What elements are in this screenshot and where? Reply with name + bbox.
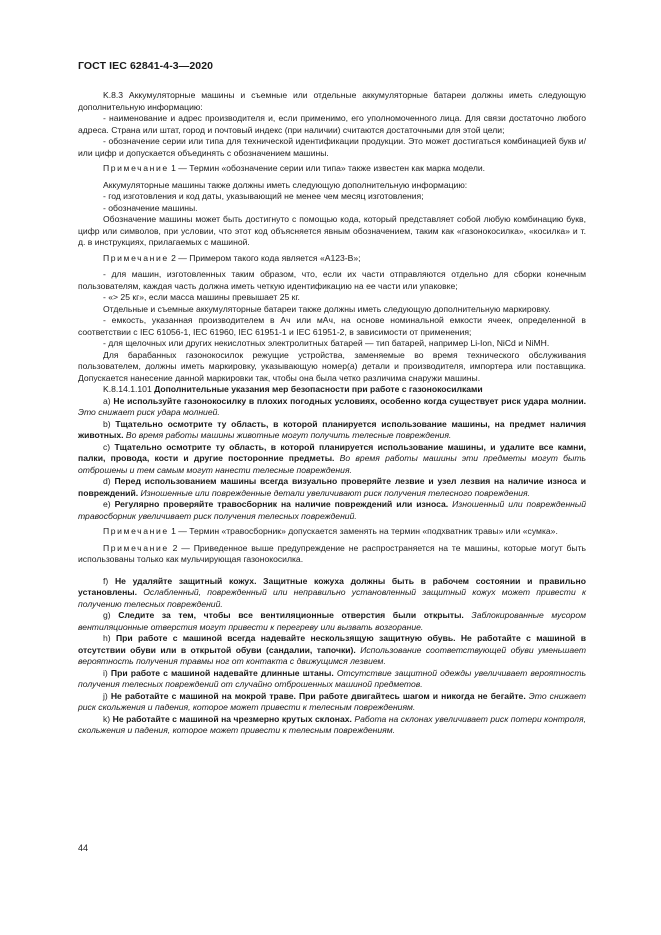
document-header: ГОСТ IEC 62841-4-3—2020 — [78, 60, 214, 72]
paragraph-drum-mowers: Для барабанных газонокосилок режущие устройства, заменяемые во время технического обслуживания пользователем, должны иметь маркировку, указывающую номер(а) детали и производителя, импортера или поставщика. Допускается нанесение данной маркировки так, чтобы она была четко различима снаружи машины. — [78, 349, 586, 383]
note-1 — [78, 163, 586, 175]
item-j: j) Не работайте с машиной на мокрой траве. При работе двигайтесь шагом и никогда не бегайте. Это снижает риск скольжения и падения, которое может привести к телесным повреждениям. — [78, 690, 587, 712]
item-d: d) Перед использованием машины всегда визуально проверяйте лезвие и узел лезвия на наличие износа и повреждений. Изношенные или поврежденные детали увеличивают риск получения телесного повреждения. — [78, 476, 586, 498]
note-text: 1 — Термин «травосборник» допускается заменять на термин «подхватник травы» или «сумка». — [171, 526, 558, 536]
note-2 — [78, 253, 586, 265]
item-i: i) При работе с машиной надевайте длинные штаны. Отсутствие защитной одежды увеличивает вероятность получения телесных повреждений от случайно отброшенных машиной предметов. — [78, 667, 587, 689]
list-item-designation: - обозначение машины. — [103, 202, 198, 213]
item-g: g) Следите за тем, чтобы все вентиляционные отверстия были открыты. Заблокированные мусором вентиляционные отверстия могут привести к перегреву или вызвать возгорание. — [78, 610, 586, 632]
list-item-capacity: - емкость, указанная производителем в Ач или мАч, на основе номинальной емкости ячеек, определенной в соответствии с IEC 61056-1, IEC 61960, IEC 61951-1 и IEC 61951-2, в зависимости от применения; — [78, 315, 586, 337]
list-item-mass: - «> 25 кг», если масса машины превышает 25 кг. — [103, 292, 300, 302]
item-e: e) Регулярно проверяйте травосборник на наличие повреждений или износа. Изношенный или поврежденный травосборник увеличивает риск получения телесных повреждений. — [78, 499, 587, 521]
note-label: Примечание — [103, 163, 169, 173]
clause-number: K.8.14.1.101 — [103, 384, 152, 394]
note-3 — [78, 526, 586, 538]
list-item-series: - обозначение серии или типа для технической идентификации продукции. Это может достигаться комбинацией букв и/или цифр и допускается объединять с обозначением машины. — [78, 136, 586, 158]
item-a: a) Не используйте газонокосилку в плохих погодных условиях, особенно когда существует риск удара молнии. Это снижает риск удара молнией. — [78, 395, 586, 417]
clause-k8141101 — [78, 384, 586, 396]
note-label: Примечание — [103, 526, 169, 536]
item-h: h) При работе с машиной всегда надевайте нескользящую защитную обувь. Не работайте с машиной в отсутствии обуви или в открытой обуви (сандалии, тапочки). Использование соответствующей обуви уменьшает вероятность получения травмы ног от контакта с движущимся лезвием. — [78, 633, 586, 666]
note-text: 2 — Приведенное выше предупреждение не распространяется на те машины, которые могут быть использованы только как мульчирующая газонокосилка. — [78, 542, 587, 564]
note-text: 1 — Термин «обозначение серии или типа» также известен как марка модели. — [171, 163, 486, 173]
item-k: k) Не работайте с машиной на чрезмерно крутых склонах. Работа на склонах увеличивает риск потери контроля, скольжения и падения, которое может привести к телесным повреждениям. — [78, 713, 587, 735]
note-4 — [78, 543, 586, 566]
note-label: Примечание — [103, 252, 169, 263]
paragraph-cordless: Аккумуляторные машины также должны иметь следующую дополнительную информацию: — [103, 179, 468, 190]
note-label: Примечание — [103, 542, 169, 553]
list-item-alkaline: - для щелочных или других некислотных электролитных батарей — тип батарей, например Li-Ion, NiCd и NiMH. — [103, 338, 550, 348]
item-b: b) Тщательно осмотрите ту область, в которой планируется использование машины, на предмет наличия животных. Во время работы машины животные могут получить телесные повреждения. — [78, 418, 586, 440]
note-text: 2 — Примером такого кода является «A123-B»; — [171, 252, 361, 263]
item-f: f) Не удаляйте защитный кожух. Защитные кожуха должны быть в рабочем состоянии и правильно установлены. Ослабленный, поврежденный или неправильно установленный защитный кожух может привести к получению телесных повреждений. — [78, 575, 587, 609]
paragraph-k83: K.8.3 Аккумуляторные машины и съемные или отдельные аккумуляторные батареи должны иметь следующую дополнительную информацию: — [78, 90, 586, 112]
list-item-parts: - для машин, изготовленных таким образом, что, если их части отправляются отдельно для сборки конечным пользователям, каждая часть должна иметь четкую идентификацию на ее части или упаковке; — [78, 269, 586, 291]
document-body — [78, 90, 586, 737]
item-c: c) Тщательно осмотрите ту область, в которой планируется использование машины, и удалите все камни, палки, провода, кости и другие посторонние предметы. Во время работы машины эти предметы могут быть отброшены и тем самым могут нанести телесные повреждения. — [78, 441, 586, 475]
clause-title: Дополнительные указания мер безопасности при работе с газонокосилками — [154, 384, 483, 394]
list-item-year: - год изготовления и код даты, указывающий не менее чем месяц изготовления; — [103, 191, 424, 201]
list-item-manufacturer: - наименование и адрес производителя и, если применимо, его уполномоченного лица. Для связи достаточно любого адреса. Страна или штат, город и почтовый индекс (при наличии) считаются достаточными для этой цели; — [78, 113, 586, 135]
paragraph-code: Обозначение машины может быть достигнуто с помощью кода, который представляет собой любую комбинацию букв, цифр или символов, при условии, что этот код объясняется явным обозначением, таким как «газонокосилка», «косилка» и т. д. в инструкциях, прилагаемых с машиной. — [78, 214, 586, 247]
page-number: 44 — [78, 843, 89, 853]
paragraph-batteries: Отдельные и съемные аккумуляторные батареи также должны иметь следующую дополнительную маркировку. — [103, 303, 551, 314]
